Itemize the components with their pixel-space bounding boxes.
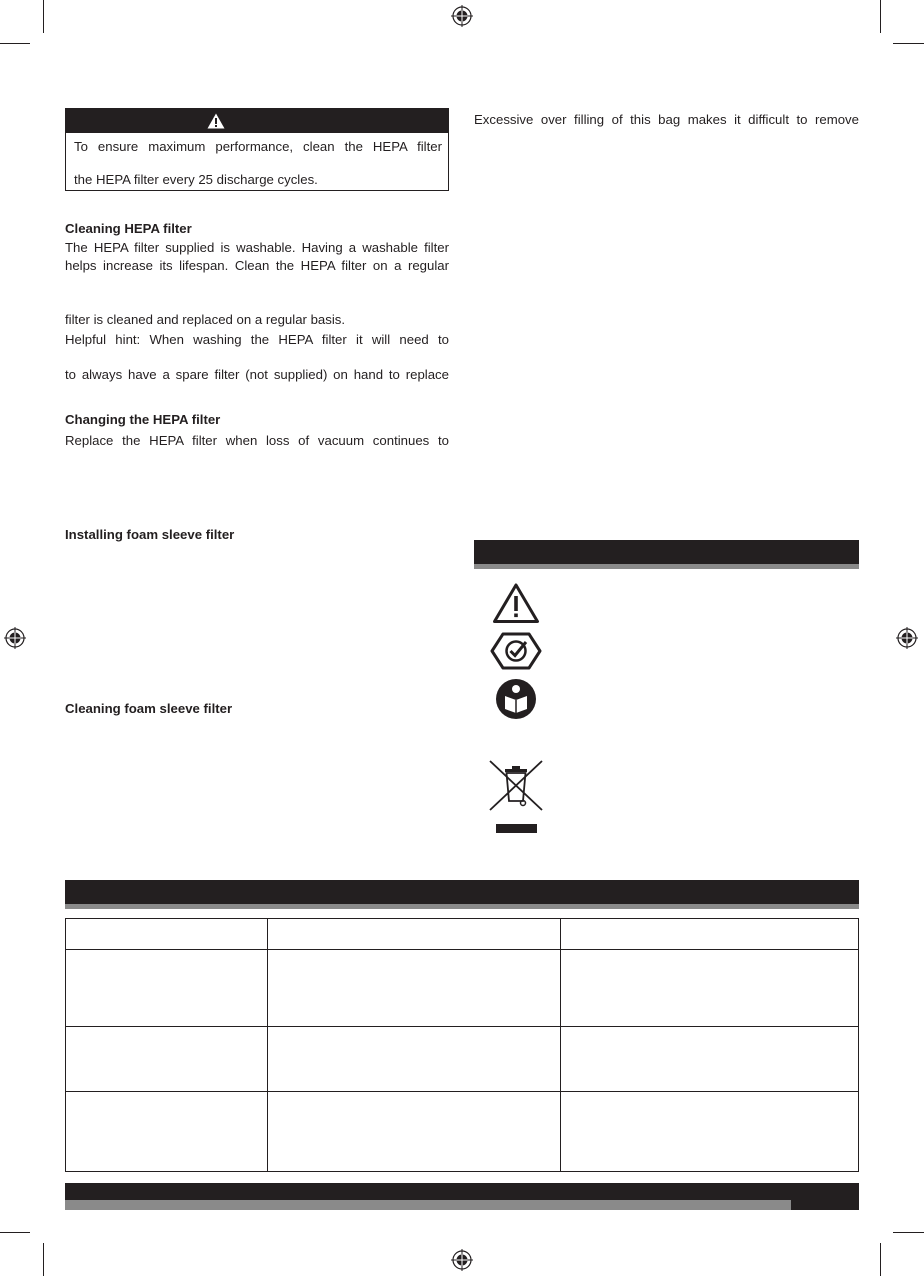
table-cell <box>66 950 268 1027</box>
table-cell <box>66 1092 268 1172</box>
table-cell <box>561 1027 859 1092</box>
section-heading-cleaning-foam: Cleaning foam sleeve filter <box>65 701 233 716</box>
table-row <box>66 1027 859 1092</box>
table-cell <box>268 950 561 1027</box>
crop-mark <box>880 0 881 33</box>
table-row <box>66 1092 859 1172</box>
warning-box <box>65 108 449 191</box>
crossed-out-wheelie-bin-icon <box>488 760 544 835</box>
footer-bar <box>65 1183 859 1200</box>
section-heading-changing-hepa: Changing the HEPA filter <box>65 412 221 427</box>
symbols-section-header-underline <box>474 564 859 569</box>
table-cell <box>561 950 859 1027</box>
warning-text-line: To ensure maximum performance, clean the HEPA filter <box>74 139 442 154</box>
warning-text-line: the HEPA filter every 25 discharge cycles. <box>74 172 318 187</box>
registration-mark-icon <box>451 5 473 27</box>
section-heading-installing-foam: Installing foam sleeve filter <box>65 527 235 542</box>
registration-mark-icon <box>451 1249 473 1271</box>
rcm-compliance-icon <box>490 632 542 670</box>
body-text-line: Replace the HEPA filter when loss of vacuum continues to <box>65 433 449 448</box>
crop-mark <box>893 1232 924 1233</box>
body-text-line: Helpful hint: When washing the HEPA filter it will need to <box>65 332 449 347</box>
body-text-line: The HEPA filter supplied is washable. Having a washable filter <box>65 240 449 255</box>
read-manual-icon <box>496 679 536 719</box>
warning-triangle-icon <box>492 582 540 624</box>
crop-mark <box>880 1243 881 1276</box>
table-cell <box>561 1092 859 1172</box>
page-number-tab <box>791 1200 859 1210</box>
table-header-cell <box>66 919 268 950</box>
crop-mark <box>893 43 924 44</box>
troubleshooting-section-header-underline <box>65 904 859 909</box>
table-row <box>66 950 859 1027</box>
troubleshooting-section-header <box>65 880 859 904</box>
crop-mark <box>43 0 44 33</box>
body-text-line: to always have a spare filter (not supplied) on hand to replace <box>65 367 449 382</box>
registration-mark-icon <box>4 627 26 649</box>
body-text-line: filter is cleaned and replaced on a regular basis. <box>65 312 346 327</box>
troubleshooting-table <box>65 918 859 1172</box>
crop-mark <box>0 43 30 44</box>
body-text-line: Excessive over filling of this bag makes it difficult to remove <box>474 112 859 127</box>
crop-mark <box>0 1232 30 1233</box>
warning-triangle-icon <box>207 113 225 129</box>
symbols-section-header <box>474 540 859 564</box>
registration-mark-icon <box>896 627 918 649</box>
body-text-line: helps increase its lifespan. Clean the HEPA filter on a regular <box>65 258 449 273</box>
table-cell <box>268 1092 561 1172</box>
table-header-row <box>66 919 859 950</box>
table-header-cell <box>268 919 561 950</box>
section-heading-cleaning-hepa: Cleaning HEPA filter <box>65 221 192 236</box>
footer-bar-underline <box>65 1200 791 1210</box>
warning-box-header <box>66 109 448 133</box>
table-header-cell <box>561 919 859 950</box>
table-cell <box>66 1027 268 1092</box>
crop-mark <box>43 1243 44 1276</box>
table-cell <box>268 1027 561 1092</box>
